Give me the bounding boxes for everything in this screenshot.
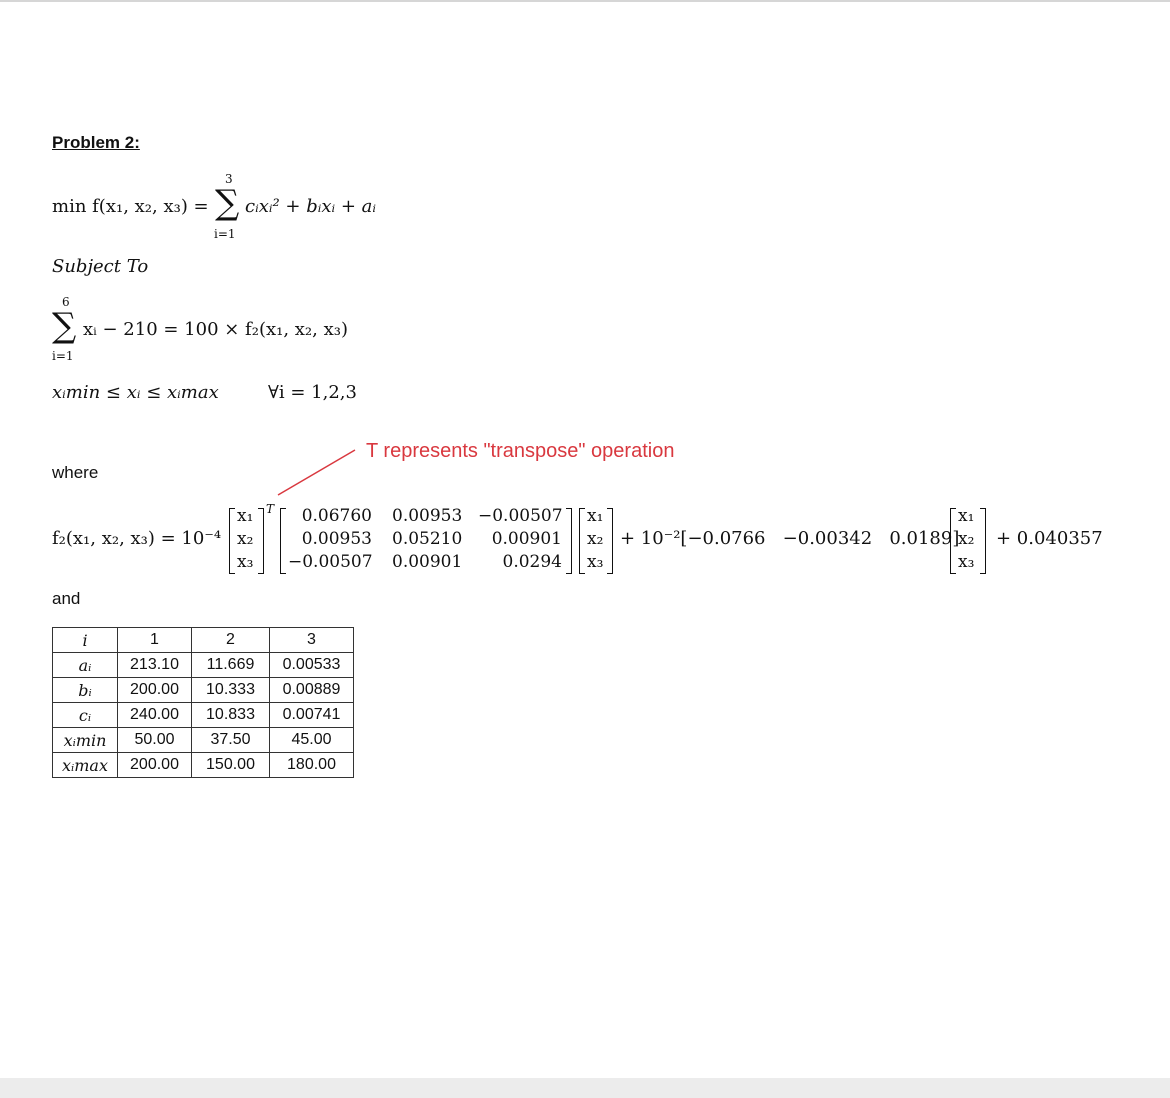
vector-entry: x₁ bbox=[958, 506, 975, 526]
constraint-sigma-top: 6 bbox=[62, 295, 70, 309]
table-header-row bbox=[53, 628, 354, 653]
table-row bbox=[53, 653, 354, 678]
matrix-entry: −0.00507 bbox=[288, 552, 373, 572]
table-cell: 180.00 bbox=[270, 753, 354, 778]
objective-lhs: min f(x₁, x₂, x₃) = bbox=[52, 196, 209, 217]
table-row bbox=[53, 753, 354, 778]
transpose-symbol: T bbox=[266, 502, 275, 516]
vector-x2-right-bracket bbox=[980, 508, 986, 574]
bottom-scroll-area bbox=[0, 1078, 1170, 1098]
matrix-col-2 bbox=[392, 505, 462, 574]
vector-x-left-bracket bbox=[579, 508, 585, 574]
table-cell: 10.833 bbox=[192, 703, 270, 728]
row-label: xᵢmax bbox=[53, 753, 118, 778]
table-cell: 200.00 bbox=[118, 678, 192, 703]
table-cell: 11.669 bbox=[192, 653, 270, 678]
annotation-pointer-line bbox=[270, 445, 360, 500]
table-cell: 200.00 bbox=[118, 753, 192, 778]
vector-entry: x₂ bbox=[587, 529, 604, 549]
vector-entry: x₃ bbox=[237, 552, 254, 572]
where-label: where bbox=[52, 463, 99, 482]
table-cell: 50.00 bbox=[118, 728, 192, 753]
matrix-entry: 0.06760 bbox=[301, 506, 372, 526]
and-label: and bbox=[52, 589, 81, 608]
matrix-entry: 0.0294 bbox=[502, 552, 562, 572]
matrix-entry: −0.00507 bbox=[478, 506, 563, 526]
f2-lhs: f₂(x₁, x₂, x₃) = 10⁻⁴ bbox=[52, 528, 222, 549]
table-header-cell: i bbox=[53, 628, 118, 653]
matrix-entry: 0.00953 bbox=[392, 506, 463, 526]
vector-entry: x₂ bbox=[958, 529, 975, 549]
top-border bbox=[0, 0, 1170, 2]
constraint-sigma: ∑ bbox=[52, 306, 77, 346]
f2-linear-term: + 10⁻²[−0.0766 −0.00342 0.0189] bbox=[620, 528, 960, 549]
table-cell: 0.00741 bbox=[270, 703, 354, 728]
vector-entry: x₃ bbox=[958, 552, 975, 572]
constraint-sigma-bottom: i=1 bbox=[52, 349, 74, 363]
table-cell: 45.00 bbox=[270, 728, 354, 753]
matrix-entry: 0.00953 bbox=[301, 529, 372, 549]
matrix-entry: 0.00901 bbox=[392, 552, 463, 572]
table-cell: 10.333 bbox=[192, 678, 270, 703]
matrix-col-1 bbox=[288, 505, 372, 574]
vector-entry: x₁ bbox=[237, 506, 254, 526]
objective-sigma-top: 3 bbox=[225, 172, 233, 186]
f2-constant: + 0.040357 bbox=[996, 528, 1103, 549]
vector-entry: x₃ bbox=[587, 552, 604, 572]
row-label: aᵢ bbox=[53, 653, 118, 678]
table-cell: 150.00 bbox=[192, 753, 270, 778]
vector-right-bracket bbox=[258, 508, 264, 574]
table-header-cell: 3 bbox=[270, 628, 354, 653]
bounds-expression: xᵢmin ≤ xᵢ ≤ xᵢmax bbox=[52, 382, 219, 403]
matrix-entry: 0.00901 bbox=[491, 529, 562, 549]
matrix-right-bracket bbox=[566, 508, 572, 574]
table-cell: 37.50 bbox=[192, 728, 270, 753]
table-header-cell: 2 bbox=[192, 628, 270, 653]
subject-to-label: Subject To bbox=[52, 256, 149, 277]
table-row bbox=[53, 678, 354, 703]
matrix-col-3 bbox=[478, 505, 562, 574]
vector-x-right-bracket bbox=[607, 508, 613, 574]
bounds-forall: ∀i = 1,2,3 bbox=[268, 382, 357, 403]
problem-title: Problem 2: bbox=[52, 133, 140, 152]
table-cell: 0.00889 bbox=[270, 678, 354, 703]
table-row bbox=[53, 728, 354, 753]
constraint-expression: xᵢ − 210 = 100 × f₂(x₁, x₂, x₃) bbox=[83, 319, 348, 340]
objective-summand: cᵢxᵢ² + bᵢxᵢ + aᵢ bbox=[245, 196, 377, 217]
table-cell: 0.00533 bbox=[270, 653, 354, 678]
vector-left-bracket bbox=[229, 508, 235, 574]
row-label: xᵢmin bbox=[53, 728, 118, 753]
matrix-left-bracket bbox=[280, 508, 286, 574]
vector-entry: x₂ bbox=[237, 529, 254, 549]
objective-sigma-bottom: i=1 bbox=[214, 227, 236, 241]
vector-x bbox=[587, 505, 603, 574]
row-label: cᵢ bbox=[53, 703, 118, 728]
vector-entry: x₁ bbox=[587, 506, 604, 526]
coefficient-table bbox=[52, 627, 354, 778]
row-label: bᵢ bbox=[53, 678, 118, 703]
vector-x2 bbox=[958, 505, 974, 574]
vector-x2-left-bracket bbox=[950, 508, 956, 574]
vector-xT bbox=[237, 505, 253, 574]
objective-sigma: ∑ bbox=[215, 183, 240, 223]
transpose-annotation: T represents "transpose" operation bbox=[366, 440, 675, 462]
table-header-cell: 1 bbox=[118, 628, 192, 653]
table-cell: 213.10 bbox=[118, 653, 192, 678]
matrix-entry: 0.05210 bbox=[392, 529, 463, 549]
table-row bbox=[53, 703, 354, 728]
table-cell: 240.00 bbox=[118, 703, 192, 728]
